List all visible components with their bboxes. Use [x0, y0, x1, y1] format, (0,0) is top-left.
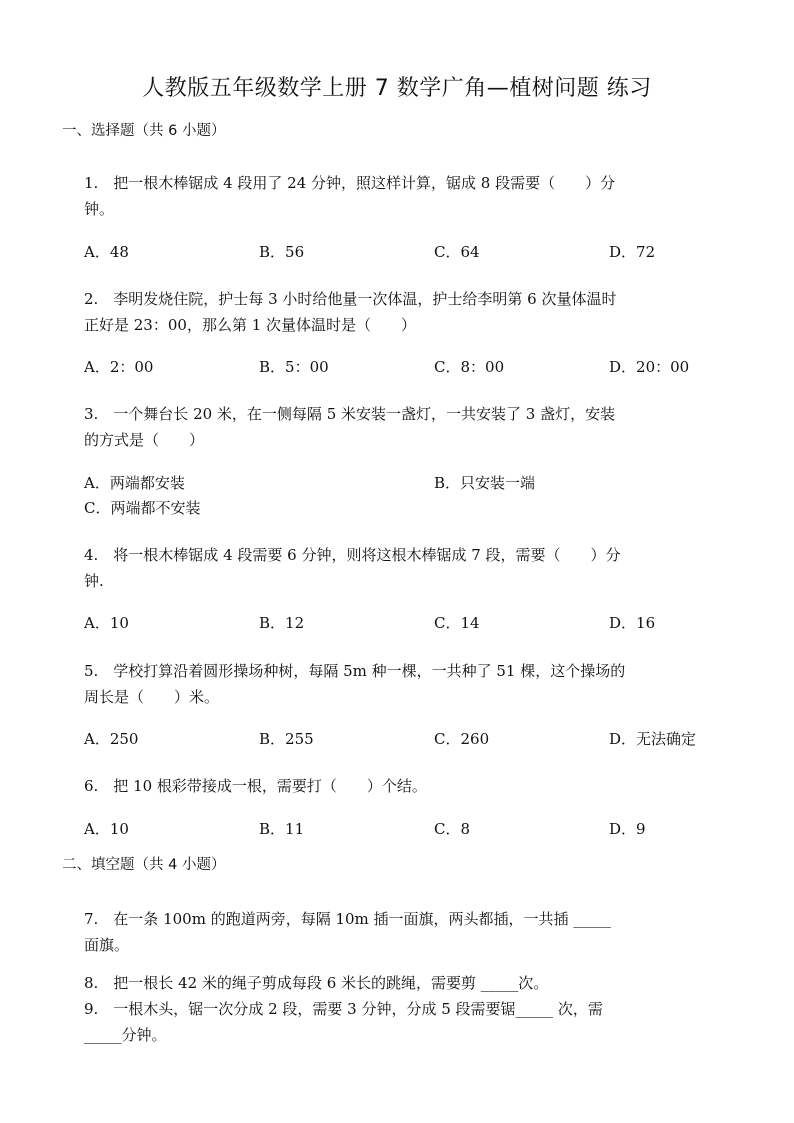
section-heading-multiple-choice: 一、选择题（共 6 小题）	[62, 123, 226, 139]
question-8	[84, 970, 710, 996]
question-text-line: 周长是（ ）米。	[84, 688, 220, 706]
section-heading-fill-in: 二、填空题（共 4 小题）	[62, 857, 226, 873]
option-a: A．两端都安装	[84, 474, 185, 492]
question-3-options-row-1	[84, 470, 724, 496]
question-5-options	[84, 726, 724, 752]
question-text-line: 3. 一个舞台长 20 米，在一侧每隔 5 米安装一盏灯，一共安装了 3 盏灯，安装	[84, 405, 616, 423]
question-text-line: 钟。	[84, 200, 115, 218]
option-b: B．12	[259, 614, 305, 632]
question-6	[84, 773, 710, 799]
option-a: A．10	[84, 614, 129, 632]
question-text-line: _____分钟。	[84, 1026, 167, 1044]
question-3	[84, 401, 710, 453]
question-6-options	[84, 816, 724, 842]
page-title: 人教版五年级数学上册 7 数学广角—植树问题 练习	[142, 76, 652, 101]
question-1	[84, 170, 710, 222]
question-text-line: 5. 学校打算沿着圆形操场种树，每隔 5m 种一棵，一共种了 51 棵，这个操场的	[84, 662, 626, 680]
question-text-line: 面旗。	[84, 936, 130, 954]
question-text-line: 1. 把一根木棒锯成 4 段用了 24 分钟，照这样计算，锯成 8 段需要（ ）分	[84, 174, 616, 192]
question-4	[84, 542, 710, 594]
option-a: A．48	[84, 243, 129, 261]
option-b: B．5：00	[259, 358, 329, 376]
question-4-options	[84, 610, 724, 636]
option-a: A．250	[84, 730, 139, 748]
option-c: C．8	[434, 820, 471, 838]
question-1-options	[84, 239, 724, 265]
question-2	[84, 286, 710, 338]
option-d: D．16	[609, 614, 656, 632]
option-b: B．11	[259, 820, 305, 838]
option-c: C．64	[434, 243, 480, 261]
question-5	[84, 658, 710, 710]
question-text-line: 的方式是（ ）	[84, 431, 205, 449]
question-2-options	[84, 354, 724, 380]
option-a: A．10	[84, 820, 129, 838]
question-text-line: 6. 把 10 根彩带接成一根，需要打（ ）个结。	[84, 777, 427, 795]
question-7	[84, 906, 710, 958]
option-c: C．14	[434, 614, 480, 632]
option-c: C．两端都不安装	[84, 499, 201, 517]
question-text-line: 9. 一根木头，锯一次分成 2 段，需要 3 分钟，分成 5 段需要锯_____ 次，需	[84, 1000, 603, 1018]
option-c: C．260	[434, 730, 490, 748]
question-text-line: 7. 在一条 100m 的跑道两旁，每隔 10m 插一面旗，两头都插，一共插 _____	[84, 910, 611, 928]
option-c: C．8：00	[434, 358, 505, 376]
question-3-options-row-2	[84, 495, 724, 521]
option-d: D．无法确定	[609, 730, 697, 748]
question-text-line: 4. 将一根木棒锯成 4 段需要 6 分钟，则将这根木棒锯成 7 段，需要（ ）分	[84, 546, 621, 564]
question-9	[84, 996, 710, 1048]
option-b: B．56	[259, 243, 305, 261]
question-text-line: 正好是 23：00，那么第 1 次量体温时是（ ）	[84, 316, 417, 334]
option-b: B．只安装一端	[434, 474, 536, 492]
option-a: A．2：00	[84, 358, 154, 376]
option-d: D．72	[609, 243, 656, 261]
question-text-line: 钟.	[84, 572, 104, 590]
question-text-line: 8. 把一根长 42 米的绳子剪成每段 6 米长的跳绳，需要剪 _____次。	[84, 974, 549, 992]
option-d: D．20：00	[609, 358, 690, 376]
option-d: D．9	[609, 820, 646, 838]
question-text-line: 2. 李明发烧住院，护士每 3 小时给他量一次体温，护士给李明第 6 次量体温时	[84, 290, 617, 308]
option-b: B．255	[259, 730, 314, 748]
